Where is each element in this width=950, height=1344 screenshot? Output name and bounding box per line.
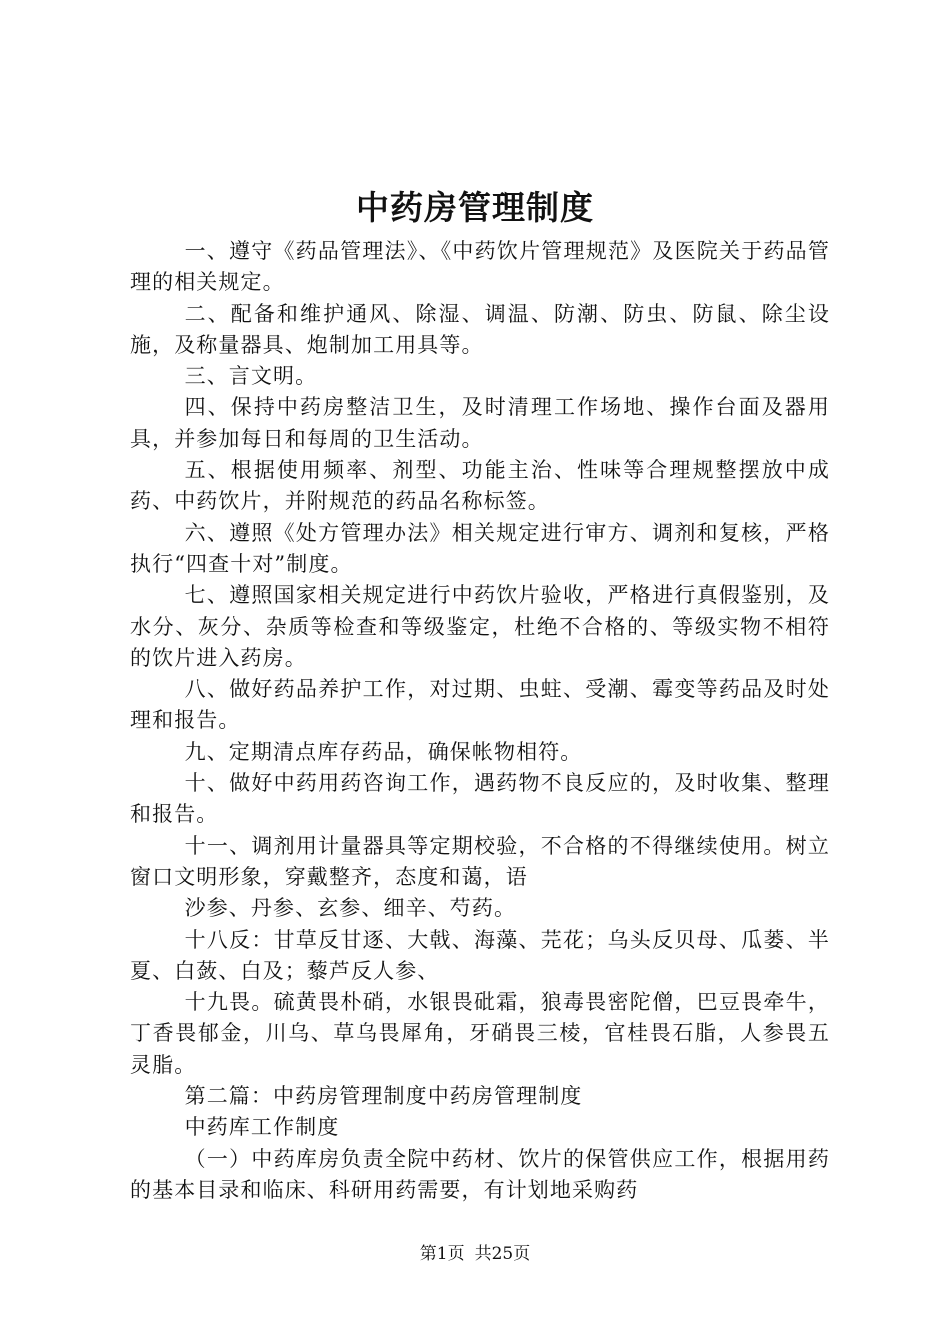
paragraph: 三、言文明。 xyxy=(184,364,318,389)
paragraph: 四、保持中药房整洁卫生，及时清理工作场地、操作台面及器用具，并参加每日和每周的卫生活动。 xyxy=(130,395,830,451)
paragraph: 沙参、丹参、玄参、细辛、芍药。 xyxy=(184,896,517,921)
paragraph: 十八反：甘草反甘逐、大戟、海藻、芫花；乌头反贝母、瓜蒌、半夏、白蔹、白及；藜芦反人参、 xyxy=(130,927,830,983)
paragraph: 十一、调剂用计量器具等定期校验，不合格的不得继续使用。树立窗口文明形象，穿戴整齐，态度和蔼，语 xyxy=(130,833,830,889)
page-total: 共25页 xyxy=(474,1244,531,1264)
paragraph: 十、做好中药用药咨询工作，遇药物不良反应的，及时收集、整理和报告。 xyxy=(130,771,830,827)
document-title: 中药房管理制度 xyxy=(356,188,594,227)
document-body xyxy=(130,236,830,1206)
paragraph: 六、遵照《处方管理办法》相关规定进行审方、调剂和复核，严格执行“四查十对”制度。 xyxy=(130,520,830,576)
paragraph: 八、做好药品养护工作，对过期、虫蛀、受潮、霉变等药品及时处理和报告。 xyxy=(130,677,830,733)
paragraph: （一）中药库房负责全院中药材、饮片的保管供应工作，根据用药的基本目录和临床、科研用药需要，有计划地采购药 xyxy=(130,1146,830,1202)
paragraph: 九、定期清点库存药品，确保帐物相符。 xyxy=(184,739,583,764)
paragraph: 十九畏。硫黄畏朴硝，水银畏砒霜，狼毒畏密陀僧，巴豆畏牵牛，丁香畏郁金，川乌、草乌畏犀角，牙硝畏三棱，官桂畏石脂，人参畏五灵脂。 xyxy=(130,990,830,1077)
paragraph: 二、配备和维护通风、除湿、调温、防潮、防虫、防鼠、除尘设施，及称量器具、炮制加工用具等。 xyxy=(130,301,830,357)
page-number: 第1页 xyxy=(419,1244,465,1264)
paragraph: 五、根据使用频率、剂型、功能主治、性味等合理规整摆放中成药、中药饮片，并附规范的药品名称标签。 xyxy=(130,458,830,514)
section-subheading: 中药库工作制度 xyxy=(184,1115,340,1140)
paragraph: 七、遵照国家相关规定进行中药饮片验收，严格进行真假鉴别，及水分、灰分、杂质等检查和等级鉴定，杜绝不合格的、等级实物不相符的饮片进入药房。 xyxy=(130,583,830,670)
page-footer xyxy=(0,1240,950,1268)
paragraph: 一、遵守《药品管理法》、《中药饮片管理规范》及医院关于药品管理的相关规定。 xyxy=(130,239,830,295)
section-heading: 第二篇：中药房管理制度中药房管理制度 xyxy=(184,1084,583,1109)
